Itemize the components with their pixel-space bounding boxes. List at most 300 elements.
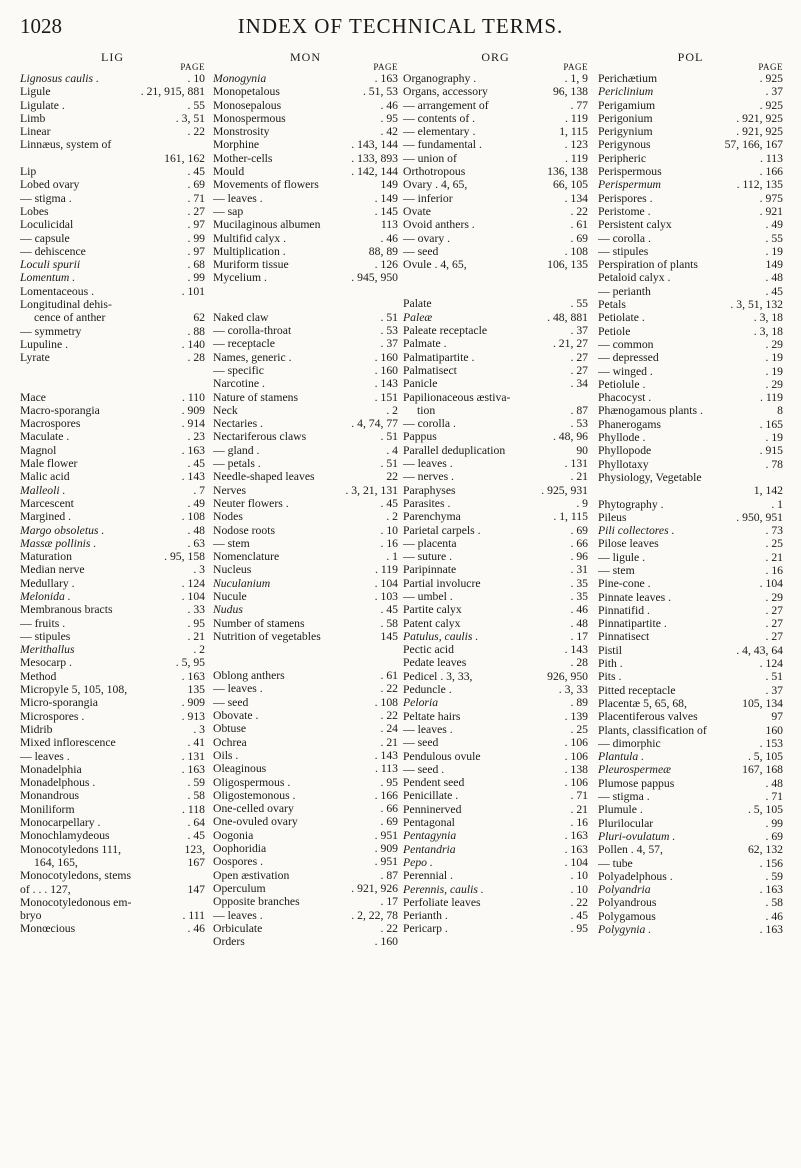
entry-pages: . 21 bbox=[570, 802, 588, 816]
index-entry bbox=[213, 815, 398, 828]
index-entry bbox=[598, 218, 783, 231]
index-entry bbox=[20, 444, 205, 457]
index-entry bbox=[403, 337, 588, 350]
entry-pages: . 45 bbox=[765, 284, 783, 298]
entry-term: Monocotyledons, stems bbox=[20, 869, 132, 883]
entry-pages: . 106 bbox=[564, 736, 588, 750]
entry-term: — ligule . bbox=[598, 550, 646, 564]
entry-pages: 149 bbox=[380, 178, 398, 192]
index-entry bbox=[20, 245, 205, 258]
index-entry bbox=[598, 724, 783, 737]
index-entry bbox=[20, 192, 205, 205]
index-entry bbox=[213, 205, 398, 218]
entry-pages: . 124 bbox=[181, 576, 205, 590]
entry-term: Pentandria bbox=[403, 842, 456, 856]
index-entry bbox=[598, 178, 783, 191]
entry-term: Mycelium . bbox=[213, 271, 267, 285]
entry-term: Mucilaginous albumen bbox=[213, 218, 321, 232]
index-entry bbox=[20, 617, 205, 630]
index-entry bbox=[598, 431, 783, 444]
entry-term: Panicle bbox=[403, 377, 438, 391]
entry-term: Orders bbox=[213, 935, 245, 949]
entry-pages: . 3 bbox=[193, 722, 205, 736]
entry-pages: . 143, 144 bbox=[351, 138, 398, 152]
entry-term: Paripinnate bbox=[403, 563, 457, 577]
entry-pages: . 51 bbox=[380, 430, 398, 444]
entry-term: Organs, accessory bbox=[403, 85, 488, 99]
entry-term: Names, generic . bbox=[213, 350, 292, 364]
column-headword-3: ORG bbox=[481, 50, 510, 64]
entry-term: Ochrea bbox=[213, 735, 247, 749]
index-entry bbox=[598, 910, 783, 923]
index-entry bbox=[403, 178, 588, 191]
index-entry bbox=[403, 829, 588, 842]
index-entry bbox=[598, 99, 783, 112]
entry-term: Monstrosity bbox=[213, 125, 270, 139]
entry-pages: . 37 bbox=[570, 324, 588, 338]
entry-term: Phacocyst . bbox=[598, 391, 652, 405]
index-entry bbox=[20, 563, 205, 576]
index-entry bbox=[403, 789, 588, 802]
entry-pages: . 104 bbox=[181, 589, 205, 603]
index-entry bbox=[213, 125, 398, 138]
entry-pages: . 27 bbox=[765, 603, 783, 617]
entry-pages: . 103 bbox=[374, 589, 398, 603]
entry-term: Monocotyledons 111, bbox=[20, 842, 122, 856]
entry-pages: . 59 bbox=[765, 869, 783, 883]
entry-term: Nectaries . bbox=[213, 417, 263, 431]
entry-pages: . 7 bbox=[193, 483, 205, 497]
entry-pages: 62 bbox=[193, 311, 205, 325]
entry-term: Peduncle . bbox=[403, 683, 452, 697]
index-entry bbox=[598, 577, 783, 590]
entry-pages: . 46 bbox=[380, 231, 398, 245]
section-gap bbox=[403, 271, 588, 284]
page-label-4: PAGE bbox=[758, 62, 783, 72]
index-entry bbox=[20, 550, 205, 563]
entry-term: — stigma . bbox=[598, 790, 650, 804]
entry-term: Mixed inflorescence bbox=[20, 736, 116, 750]
entry-term: — elementary . bbox=[403, 125, 476, 139]
section-gap bbox=[20, 378, 205, 391]
entry-term: Perennial . bbox=[403, 869, 453, 883]
entry-term: — seed bbox=[213, 695, 249, 709]
entry-pages: . 2 bbox=[386, 403, 398, 417]
entry-term: Operculum bbox=[213, 881, 266, 895]
entry-term: Patulus, caulis . bbox=[403, 629, 479, 643]
entry-pages: . 45 bbox=[187, 829, 205, 843]
entry-pages: 66, 105 bbox=[552, 178, 588, 192]
entry-pages: . 42 bbox=[380, 125, 398, 139]
entry-pages: . 921, 925 bbox=[736, 111, 783, 125]
entry-pages: . 95 bbox=[187, 616, 205, 630]
index-entry bbox=[213, 935, 398, 948]
index-entry bbox=[403, 85, 588, 98]
index-entry bbox=[20, 218, 205, 231]
index-entry bbox=[213, 842, 398, 855]
entry-term: Pistil bbox=[598, 643, 623, 657]
entry-term: Penninerved bbox=[403, 802, 462, 816]
entry-term: Male flower bbox=[20, 457, 78, 471]
entry-term: Lignosus caulis . bbox=[20, 72, 99, 85]
entry-term: — umbel . bbox=[403, 589, 453, 603]
entry-pages: . 4, 74, 77 bbox=[351, 417, 398, 431]
index-entry bbox=[598, 843, 783, 856]
index-entry bbox=[403, 484, 588, 497]
entry-pages: . 126 bbox=[374, 258, 398, 272]
entry-term: Neuter flowers . bbox=[213, 496, 289, 510]
entry-term: Plumose pappus bbox=[598, 776, 675, 790]
entry-term: Pentagonal bbox=[403, 816, 455, 830]
entry-pages: . 975 bbox=[759, 191, 783, 205]
entry-pages: . 124 bbox=[759, 657, 783, 671]
entry-term: — seed bbox=[403, 244, 439, 258]
entry-term: — stigma . bbox=[20, 191, 72, 205]
entry-pages: . 3, 33 bbox=[558, 683, 588, 697]
index-entry bbox=[20, 457, 205, 470]
entry-pages: 88, 89 bbox=[368, 244, 398, 258]
entry-pages: . 25 bbox=[570, 722, 588, 736]
entry-term: Pinnate leaves . bbox=[598, 590, 672, 604]
index-entry bbox=[598, 311, 783, 324]
entry-pages: . 4 bbox=[386, 443, 398, 457]
entry-pages: . 163 bbox=[564, 842, 588, 856]
entry-pages bbox=[201, 298, 205, 311]
index-entry bbox=[598, 551, 783, 564]
index-entry bbox=[598, 923, 783, 936]
entry-term: of . . . 127, bbox=[20, 882, 71, 896]
index-entry bbox=[213, 337, 398, 350]
index-entry bbox=[213, 430, 398, 443]
index-entry bbox=[598, 511, 783, 524]
index-entry bbox=[20, 630, 205, 643]
entry-term: Magnol bbox=[20, 443, 57, 457]
entry-term: Perspiration of plants bbox=[598, 258, 698, 272]
entry-pages: 167, 168 bbox=[742, 763, 783, 777]
index-entry bbox=[213, 351, 398, 364]
entry-term: Petals bbox=[598, 298, 626, 312]
entry-pages: . 37 bbox=[765, 85, 783, 99]
entry-pages: . 16 bbox=[765, 563, 783, 577]
index-entry bbox=[20, 85, 205, 98]
entry-term: Pili collectores . bbox=[598, 524, 675, 538]
index-entry bbox=[598, 817, 783, 830]
entry-pages: 160 bbox=[765, 723, 783, 737]
index-entry bbox=[403, 670, 588, 683]
entry-pages: 123, bbox=[184, 842, 205, 856]
index-entry bbox=[598, 537, 783, 550]
index-entry bbox=[598, 85, 783, 98]
entry-pages: . 27 bbox=[187, 204, 205, 218]
entry-term: — symmetry bbox=[20, 324, 82, 338]
entry-term: Nerves bbox=[213, 483, 247, 497]
index-entry bbox=[213, 789, 398, 802]
index-entry bbox=[20, 656, 205, 669]
entry-term: Polyandria bbox=[598, 883, 651, 897]
entry-term: Petiolate . bbox=[598, 311, 645, 325]
entry-pages: . 909 bbox=[374, 842, 398, 856]
entry-term: Macro-sporangia bbox=[20, 403, 100, 417]
index-entry bbox=[598, 617, 783, 630]
entry-pages: . 163 bbox=[374, 72, 398, 85]
entry-pages: . 68 bbox=[187, 258, 205, 272]
entry-term bbox=[20, 152, 160, 165]
entry-term: Polygynia . bbox=[598, 923, 652, 936]
entry-pages: . 51, 53 bbox=[362, 85, 398, 99]
index-entry bbox=[213, 245, 398, 258]
index-column-2 bbox=[213, 72, 398, 948]
index-entry bbox=[20, 99, 205, 112]
index-entry bbox=[20, 843, 205, 856]
entry-term: One-ovuled ovary bbox=[213, 815, 298, 829]
index-entry bbox=[213, 909, 398, 922]
entry-pages: . 139 bbox=[564, 709, 588, 723]
index-entry bbox=[403, 444, 588, 457]
entry-pages: . 113 bbox=[375, 762, 398, 776]
entry-term: Lip bbox=[20, 165, 37, 179]
entry-term: Peristome . bbox=[598, 204, 651, 218]
index-entry bbox=[20, 325, 205, 338]
entry-term: Maturation bbox=[20, 550, 72, 564]
index-entry bbox=[213, 484, 398, 497]
entry-term: Plants, classification of bbox=[598, 723, 707, 737]
index-entry bbox=[213, 869, 398, 882]
entry-pages: . 913 bbox=[181, 709, 205, 723]
index-entry bbox=[213, 669, 398, 682]
entry-pages: . 28 bbox=[187, 351, 205, 365]
index-entry bbox=[20, 205, 205, 218]
entry-pages: . 55 bbox=[765, 231, 783, 245]
entry-pages: . 163 bbox=[759, 883, 783, 897]
entry-pages bbox=[201, 138, 205, 151]
entry-term: Oogonia bbox=[213, 828, 254, 842]
entry-pages: . 97 bbox=[187, 218, 205, 232]
entry-pages: . 51 bbox=[765, 670, 783, 684]
index-entry bbox=[20, 391, 205, 404]
index-entry bbox=[20, 404, 205, 417]
entry-pages: . 163 bbox=[181, 669, 205, 683]
entry-term: Phyllopode bbox=[598, 444, 652, 458]
entry-pages: . 21 bbox=[765, 550, 783, 564]
entry-pages: . 34 bbox=[570, 377, 588, 391]
index-entry bbox=[20, 258, 205, 271]
entry-term: Nature of stamens bbox=[213, 390, 299, 404]
index-entry bbox=[20, 72, 205, 85]
entry-pages: . 160 bbox=[374, 935, 398, 949]
entry-term: Peloria bbox=[403, 696, 439, 710]
index-entry bbox=[403, 869, 588, 882]
index-entry bbox=[20, 710, 205, 723]
entry-pages: 97 bbox=[771, 710, 783, 724]
entry-term: Oligostemonous . bbox=[213, 788, 296, 802]
entry-pages: . 19 bbox=[765, 431, 783, 445]
entry-pages: . 104 bbox=[374, 576, 398, 590]
entry-term: Petiolule . bbox=[598, 377, 646, 391]
index-entry bbox=[213, 232, 398, 245]
entry-term: Patent calyx bbox=[403, 616, 461, 630]
section-gap bbox=[213, 285, 398, 298]
entry-pages: . 3, 51 bbox=[175, 111, 205, 125]
entry-pages: . 99 bbox=[187, 231, 205, 245]
column-headword-1: LIG bbox=[101, 50, 124, 64]
entry-pages: . 104 bbox=[564, 855, 588, 869]
entry-pages bbox=[201, 869, 205, 882]
index-entry bbox=[213, 762, 398, 775]
index-entry bbox=[20, 232, 205, 245]
page-label-3: PAGE bbox=[563, 62, 588, 72]
entry-pages: . 3, 21, 131 bbox=[345, 483, 398, 497]
index-entry bbox=[598, 524, 783, 537]
entry-term: Multifid calyx . bbox=[213, 231, 287, 245]
index-entry bbox=[598, 285, 783, 298]
entry-pages: . 118 bbox=[182, 802, 205, 816]
index-entry bbox=[20, 577, 205, 590]
entry-term: Ovate bbox=[403, 204, 431, 218]
entry-pages: . 21, 915, 881 bbox=[140, 85, 205, 99]
entry-pages: . 143 bbox=[374, 377, 398, 391]
entry-pages: . 89 bbox=[570, 696, 588, 710]
index-entry bbox=[598, 630, 783, 643]
entry-pages: 926, 950 bbox=[547, 669, 588, 683]
entry-pages: . 48 bbox=[765, 776, 783, 790]
entry-term: Multiplication . bbox=[213, 244, 286, 258]
index-entry bbox=[403, 165, 588, 178]
entry-pages: . 112, 135 bbox=[736, 178, 783, 192]
entry-term: Pleurospermeæ bbox=[598, 763, 671, 777]
entry-term: — tube bbox=[598, 856, 633, 870]
index-entry bbox=[20, 112, 205, 125]
entry-pages: . 915 bbox=[759, 444, 783, 458]
entry-pages: . 69 bbox=[570, 523, 588, 537]
entry-pages: . 41 bbox=[187, 736, 205, 750]
index-entry bbox=[598, 883, 783, 896]
entry-pages: 135 bbox=[187, 683, 205, 697]
index-entry bbox=[403, 152, 588, 165]
index-entry bbox=[598, 404, 783, 417]
index-entry bbox=[403, 311, 588, 324]
index-entry bbox=[598, 458, 783, 471]
entry-term: Polyandrous bbox=[598, 896, 657, 910]
entry-term: Micropyle 5, 105, 108, bbox=[20, 683, 128, 697]
entry-term: Limb bbox=[20, 111, 46, 125]
entry-term: Microspores . bbox=[20, 709, 85, 723]
entry-term: — stem bbox=[598, 563, 635, 577]
entry-term: — corolla . bbox=[403, 417, 456, 431]
index-entry bbox=[403, 510, 588, 523]
index-entry bbox=[213, 112, 398, 125]
entry-term: Longitudinal dehis- bbox=[20, 298, 112, 312]
entry-pages: . 95 bbox=[380, 111, 398, 125]
entry-term: Parietal carpels . bbox=[403, 523, 481, 537]
index-entry bbox=[213, 85, 398, 98]
entry-pages: . 22 bbox=[570, 204, 588, 218]
index-entry bbox=[598, 697, 783, 710]
entry-pages: 57, 166, 167 bbox=[724, 138, 783, 152]
entry-term: Pileus bbox=[598, 510, 627, 524]
entry-pages: 8 bbox=[777, 404, 783, 418]
index-entry bbox=[20, 829, 205, 842]
index-entry bbox=[213, 271, 398, 284]
entry-term: — stipules bbox=[20, 629, 71, 643]
entry-term: Pinnatisect bbox=[598, 630, 650, 644]
index-entry bbox=[598, 418, 783, 431]
entry-pages: . 131 bbox=[564, 457, 588, 471]
entry-term: Perispermum bbox=[598, 178, 661, 192]
index-entry bbox=[598, 684, 783, 697]
index-entry bbox=[598, 72, 783, 85]
entry-term: — nerves . bbox=[403, 470, 454, 484]
index-entry bbox=[403, 297, 588, 310]
entry-pages: . 29 bbox=[765, 377, 783, 391]
entry-pages: . 55 bbox=[570, 297, 588, 311]
entry-term: Open æstivation bbox=[213, 868, 290, 882]
entry-term: Oligospermous . bbox=[213, 775, 291, 789]
entry-pages: . 49 bbox=[765, 218, 783, 232]
entry-pages: . 48, 96 bbox=[552, 430, 588, 444]
entry-pages: . 45 bbox=[380, 603, 398, 617]
index-entry bbox=[213, 603, 398, 616]
entry-pages: . 19 bbox=[765, 364, 783, 378]
entry-pages: . 101 bbox=[181, 284, 205, 298]
entry-term: Lobes bbox=[20, 204, 49, 218]
entry-term: Massæ pollinis . bbox=[20, 536, 97, 550]
entry-term: 164, 165, bbox=[34, 855, 78, 869]
index-entry bbox=[598, 737, 783, 750]
index-entry bbox=[403, 377, 588, 390]
index-entry bbox=[403, 99, 588, 112]
index-entry bbox=[403, 603, 588, 616]
entry-term: Lomentum . bbox=[20, 271, 76, 285]
entry-pages: . 5, 105 bbox=[747, 803, 783, 817]
index-entry bbox=[213, 895, 398, 908]
entry-term: Nodose roots bbox=[213, 523, 276, 537]
index-entry bbox=[213, 510, 398, 523]
entry-pages: . 142, 144 bbox=[351, 165, 398, 179]
entry-term: Orbiculate bbox=[213, 921, 263, 935]
entry-pages: . 27 bbox=[570, 350, 588, 364]
entry-term: Penicillate . bbox=[403, 789, 459, 803]
entry-term: Peltate hairs bbox=[403, 709, 461, 723]
index-entry bbox=[213, 550, 398, 563]
entry-term: Perichætium bbox=[598, 72, 658, 85]
index-entry bbox=[20, 311, 205, 324]
entry-term: Mesocarp . bbox=[20, 656, 72, 670]
index-entry bbox=[403, 563, 588, 576]
index-entry bbox=[598, 152, 783, 165]
entry-pages: . 48 bbox=[570, 616, 588, 630]
entry-term: Palate bbox=[403, 297, 432, 311]
index-entry bbox=[598, 365, 783, 378]
entry-pages: . 145 bbox=[374, 204, 398, 218]
entry-pages: 105, 134 bbox=[742, 696, 783, 710]
entry-term: — seed bbox=[403, 736, 439, 750]
entry-pages bbox=[201, 896, 205, 909]
index-entry bbox=[598, 205, 783, 218]
index-entry bbox=[403, 630, 588, 643]
index-entry bbox=[213, 165, 398, 178]
entry-pages: . 23 bbox=[187, 430, 205, 444]
index-entry bbox=[213, 258, 398, 271]
section-gap bbox=[20, 365, 205, 378]
entry-pages: . 106 bbox=[564, 776, 588, 790]
index-entry bbox=[213, 497, 398, 510]
index-column-4 bbox=[598, 72, 783, 936]
index-entry bbox=[20, 883, 205, 896]
entry-term: Pinnatifid . bbox=[598, 603, 650, 617]
entry-term: Partite calyx bbox=[403, 603, 462, 617]
index-entry bbox=[403, 324, 588, 337]
entry-pages: 149 bbox=[765, 258, 783, 272]
